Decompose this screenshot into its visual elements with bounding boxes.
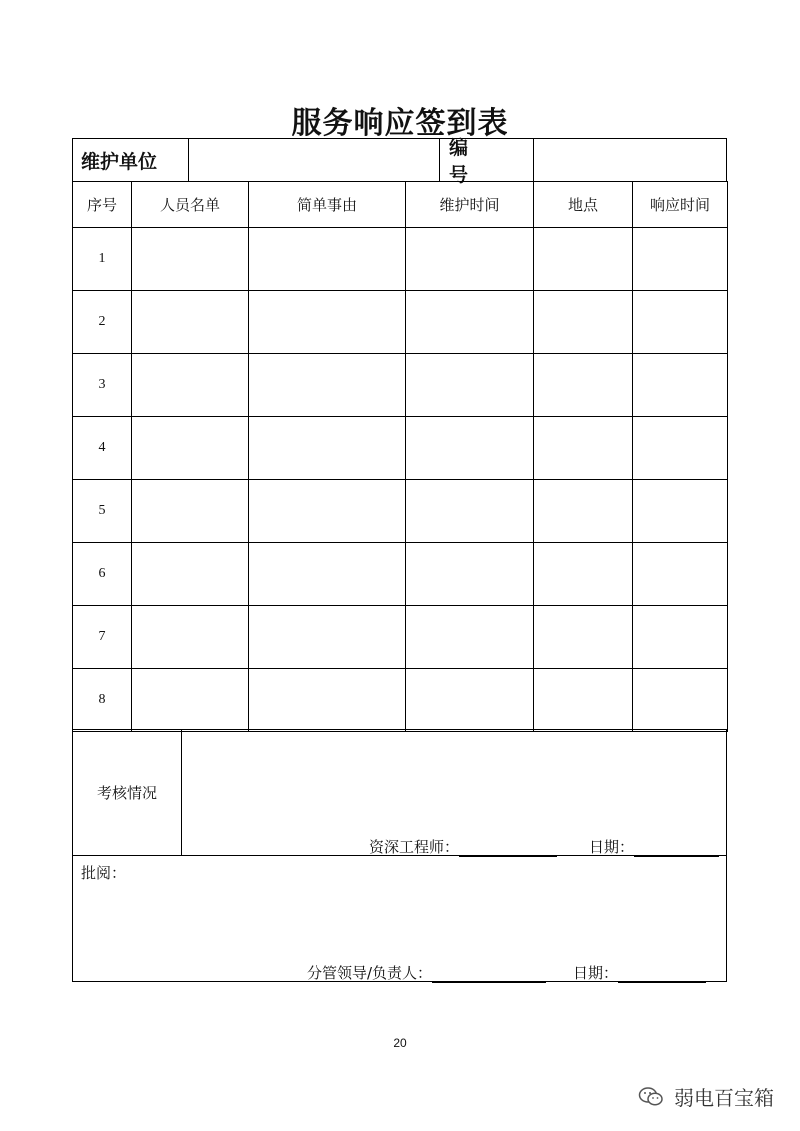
manager-signature <box>307 962 546 983</box>
col-header-response-time: 响应时间 <box>633 182 728 228</box>
row-number: 5 <box>73 480 132 543</box>
assessment-label: 考核情况 <box>73 730 182 855</box>
sign-in-table <box>72 181 728 732</box>
reason-cell[interactable] <box>249 606 406 669</box>
page-number: 20 <box>393 1036 407 1050</box>
response-time-cell[interactable] <box>633 543 728 606</box>
table-row <box>73 417 728 480</box>
response-time-cell[interactable] <box>633 606 728 669</box>
response-time-cell[interactable] <box>633 480 728 543</box>
assessment-date-label: 日期： <box>589 838 635 856</box>
header-row <box>72 137 727 186</box>
location-cell[interactable] <box>534 606 633 669</box>
response-time-cell[interactable] <box>633 291 728 354</box>
personnel-cell[interactable] <box>132 417 249 480</box>
response-time-cell[interactable] <box>633 228 728 291</box>
row-number: 6 <box>73 543 132 606</box>
table-row <box>73 543 728 606</box>
number-field[interactable] <box>534 139 726 181</box>
col-header-personnel: 人员名单 <box>132 182 249 228</box>
table-header-row <box>73 182 728 228</box>
col-header-maintenance-time: 维护时间 <box>406 182 534 228</box>
maintenance-time-cell[interactable] <box>406 291 534 354</box>
table-row <box>73 354 728 417</box>
maintenance-time-cell[interactable] <box>406 606 534 669</box>
response-time-cell[interactable] <box>633 417 728 480</box>
reason-cell[interactable] <box>249 228 406 291</box>
reason-cell[interactable] <box>249 417 406 480</box>
col-header-no: 序号 <box>73 182 132 228</box>
location-cell[interactable] <box>534 291 633 354</box>
review-date-line[interactable] <box>618 968 706 983</box>
personnel-cell[interactable] <box>132 669 249 732</box>
wechat-icon <box>638 1086 664 1108</box>
personnel-cell[interactable] <box>132 606 249 669</box>
personnel-cell[interactable] <box>132 228 249 291</box>
row-number: 4 <box>73 417 132 480</box>
unit-field[interactable] <box>189 139 440 181</box>
location-cell[interactable] <box>534 228 633 291</box>
reason-cell[interactable] <box>249 291 406 354</box>
row-number: 2 <box>73 291 132 354</box>
row-number: 1 <box>73 228 132 291</box>
engineer-signature <box>369 836 557 857</box>
maintenance-time-cell[interactable] <box>406 354 534 417</box>
col-header-location: 地点 <box>534 182 633 228</box>
review-section <box>72 855 727 982</box>
table-row <box>73 669 728 732</box>
maintenance-time-cell[interactable] <box>406 417 534 480</box>
review-date <box>573 962 706 983</box>
table-row <box>73 606 728 669</box>
engineer-label: 资深工程师： <box>369 838 460 856</box>
number-label-text: 编号 <box>449 137 497 186</box>
review-date-label: 日期： <box>573 964 619 982</box>
unit-label: 维护单位 <box>73 139 189 181</box>
location-cell[interactable] <box>534 669 633 732</box>
watermark-text: 弱电百宝箱 <box>674 1086 774 1110</box>
table-row <box>73 228 728 291</box>
location-cell[interactable] <box>534 543 633 606</box>
personnel-cell[interactable] <box>132 354 249 417</box>
response-time-cell[interactable] <box>633 354 728 417</box>
maintenance-time-cell[interactable] <box>406 669 534 732</box>
reason-cell[interactable] <box>249 669 406 732</box>
review-label: 批阅： <box>81 864 127 882</box>
reason-cell[interactable] <box>249 354 406 417</box>
col-header-reason: 简单事由 <box>249 182 406 228</box>
location-cell[interactable] <box>534 417 633 480</box>
maintenance-time-cell[interactable] <box>406 228 534 291</box>
location-cell[interactable] <box>534 480 633 543</box>
assessment-date <box>589 836 719 857</box>
maintenance-time-cell[interactable] <box>406 480 534 543</box>
table-row <box>73 480 728 543</box>
row-number: 7 <box>73 606 132 669</box>
location-cell[interactable] <box>534 354 633 417</box>
row-number: 8 <box>73 669 132 732</box>
row-number: 3 <box>73 354 132 417</box>
assessment-section <box>72 729 727 856</box>
maintenance-time-cell[interactable] <box>406 543 534 606</box>
personnel-cell[interactable] <box>132 480 249 543</box>
manager-label: 分管领导/负责人： <box>307 964 433 982</box>
personnel-cell[interactable] <box>132 543 249 606</box>
reason-cell[interactable] <box>249 543 406 606</box>
response-time-cell[interactable] <box>633 669 728 732</box>
manager-signature-line[interactable] <box>432 968 546 983</box>
watermark <box>638 1082 774 1111</box>
personnel-cell[interactable] <box>132 291 249 354</box>
table-row <box>73 291 728 354</box>
form-title: 服务响应签到表 <box>291 106 509 141</box>
number-label <box>439 137 534 186</box>
reason-cell[interactable] <box>249 480 406 543</box>
